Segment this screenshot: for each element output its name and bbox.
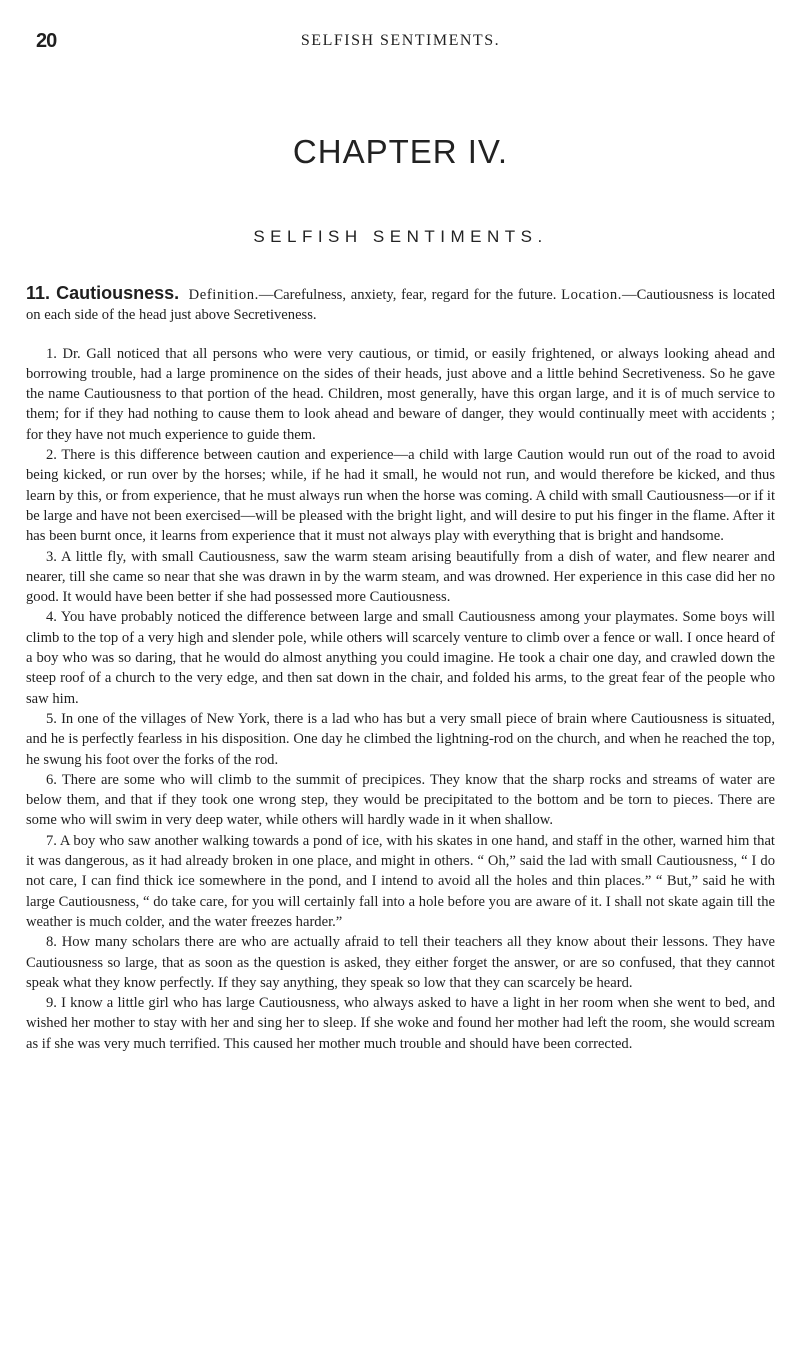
- running-head: [36, 30, 765, 56]
- paragraph-7: 7. A boy who saw another walking towards a pond of ice, with his skates in one hand, and staff in the other, warned him that it was dangerous, as it had already broken in one place, and might in others. “ Oh,” said the lad with small Cautiousness, “ I do not care, I can find thick ice somewhere in the pond, and I intend to avoid all the holes and thin places.” “ But,” said he with large Cautiousness, “ do take care, for you will certainly fall into a hole before you are aware of it. I shall not skate again till the weather is much colder, and the water freezes harder.”: [26, 832, 775, 930]
- entry-heading: 11. Cautiousness.: [26, 283, 180, 303]
- chapter-title: CHAPTER IV.: [292, 133, 509, 170]
- body-text: [26, 283, 775, 1054]
- paragraph-6: 6. There are some who will climb to the summit of precipices. They know that the sharp rocks and streams of water are below them, and that if they took one wrong step, they would be precipitated to the bottom and be torn to pieces. There are some who will swim in very deep water, while others will hardly wade in it when shallow.: [26, 771, 775, 829]
- paragraph-9: 9. I know a little girl who has large Cautiousness, who always asked to have a light in her room when she went to bed, and wished her mother to stay with her and sing her to sleep. If she woke and found her mother had left the room, she would scream as if she was very much terrified. This caused her mother much trouble and should have been corrected.: [26, 995, 775, 1052]
- paragraph-1: 1. Dr. Gall noticed that all persons who were very cautious, or timid, or easily frightened, or always looking ahead and borrowing trouble, had a large prominence on the sides of their heads, just above and a little behind Secretiveness. So he gave the name Cautiousness to that portion of the head. Children, most generally, have this organ large, and it is of much service to them; for if they had nothing to cause them to look ahead and beware of danger, they would continually meet with accidents ; for they have not much experience to guide them.: [26, 345, 775, 443]
- page-number: 20: [36, 30, 57, 52]
- section-title: SELFISH SENTIMENTS.: [253, 227, 548, 246]
- paragraph-2: 2. There is this difference between caution and experience—a child with large Caution would run out of the road to avoid being kicked, or run over by the horses; while, if he had it small, he would not run, and would therefore be kicked, and thus learn by this, or from experience, that he must always run when the horse was coming. A child with small Cautiousness—or if it be large and have not been exercised—will be pleased with the bright light, and will desire to put his finger in the flame. After it has been burnt once, it learns from experience that it must not always play with everything that is bright and handsome.: [26, 447, 775, 545]
- paragraph-4: 4. You have probably noticed the difference between large and small Cautiousness among your playmates. Some boys will climb to the top of a very high and slender pole, while others will scarcely venture to climb over a fence or wall. I once heard of a boy who was so daring, that he would do almost anything you could imagine. He took a chair one day, and crawled down the steep roof of a church to the very edge, and then sat down in the chair, and folded his arms, to the great fear of the people who saw him.: [26, 609, 775, 707]
- location-label: Location.: [561, 287, 623, 303]
- definition-label: Definition.: [188, 287, 259, 303]
- paragraph-5: 5. In one of the villages of New York, there is a lad who has but a very small piece of brain where Cautiousness is situated, and he is perfectly fearless in his disposition. One day he climbed the lightning-rod on the church, and when he reached the top, he swung his foot over the forks of the rod.: [26, 710, 775, 768]
- entry-definition: [26, 283, 775, 326]
- paragraph-8: 8. How many scholars there are who are actually afraid to tell their teachers all they know about their lessons. They have Cautiousness so large, that as soon as the question is asked, they either forget the answer, or are so confused, that they cannot speak what they know perfectly. If they say anything, they speak so low that they can scarcely be heard.: [26, 934, 775, 991]
- paragraph-3: 3. A little fly, with small Cautiousness, saw the warm steam arising beautifully from a dish of water, and flew nearer and nearer, till she came so near that she was drawn in by the warm steam, and was drowned. Her experience in this case did her no good. It would have been better if she had possessed more Cautiousness.: [26, 548, 775, 606]
- definition-text: —Carefulness, anxiety, fear, regard for the future.: [258, 287, 557, 303]
- running-title: SELFISH SENTIMENTS.: [300, 32, 501, 49]
- location-text: —Cautiousness is located on each side of the head just above Secretiveness.: [26, 287, 775, 324]
